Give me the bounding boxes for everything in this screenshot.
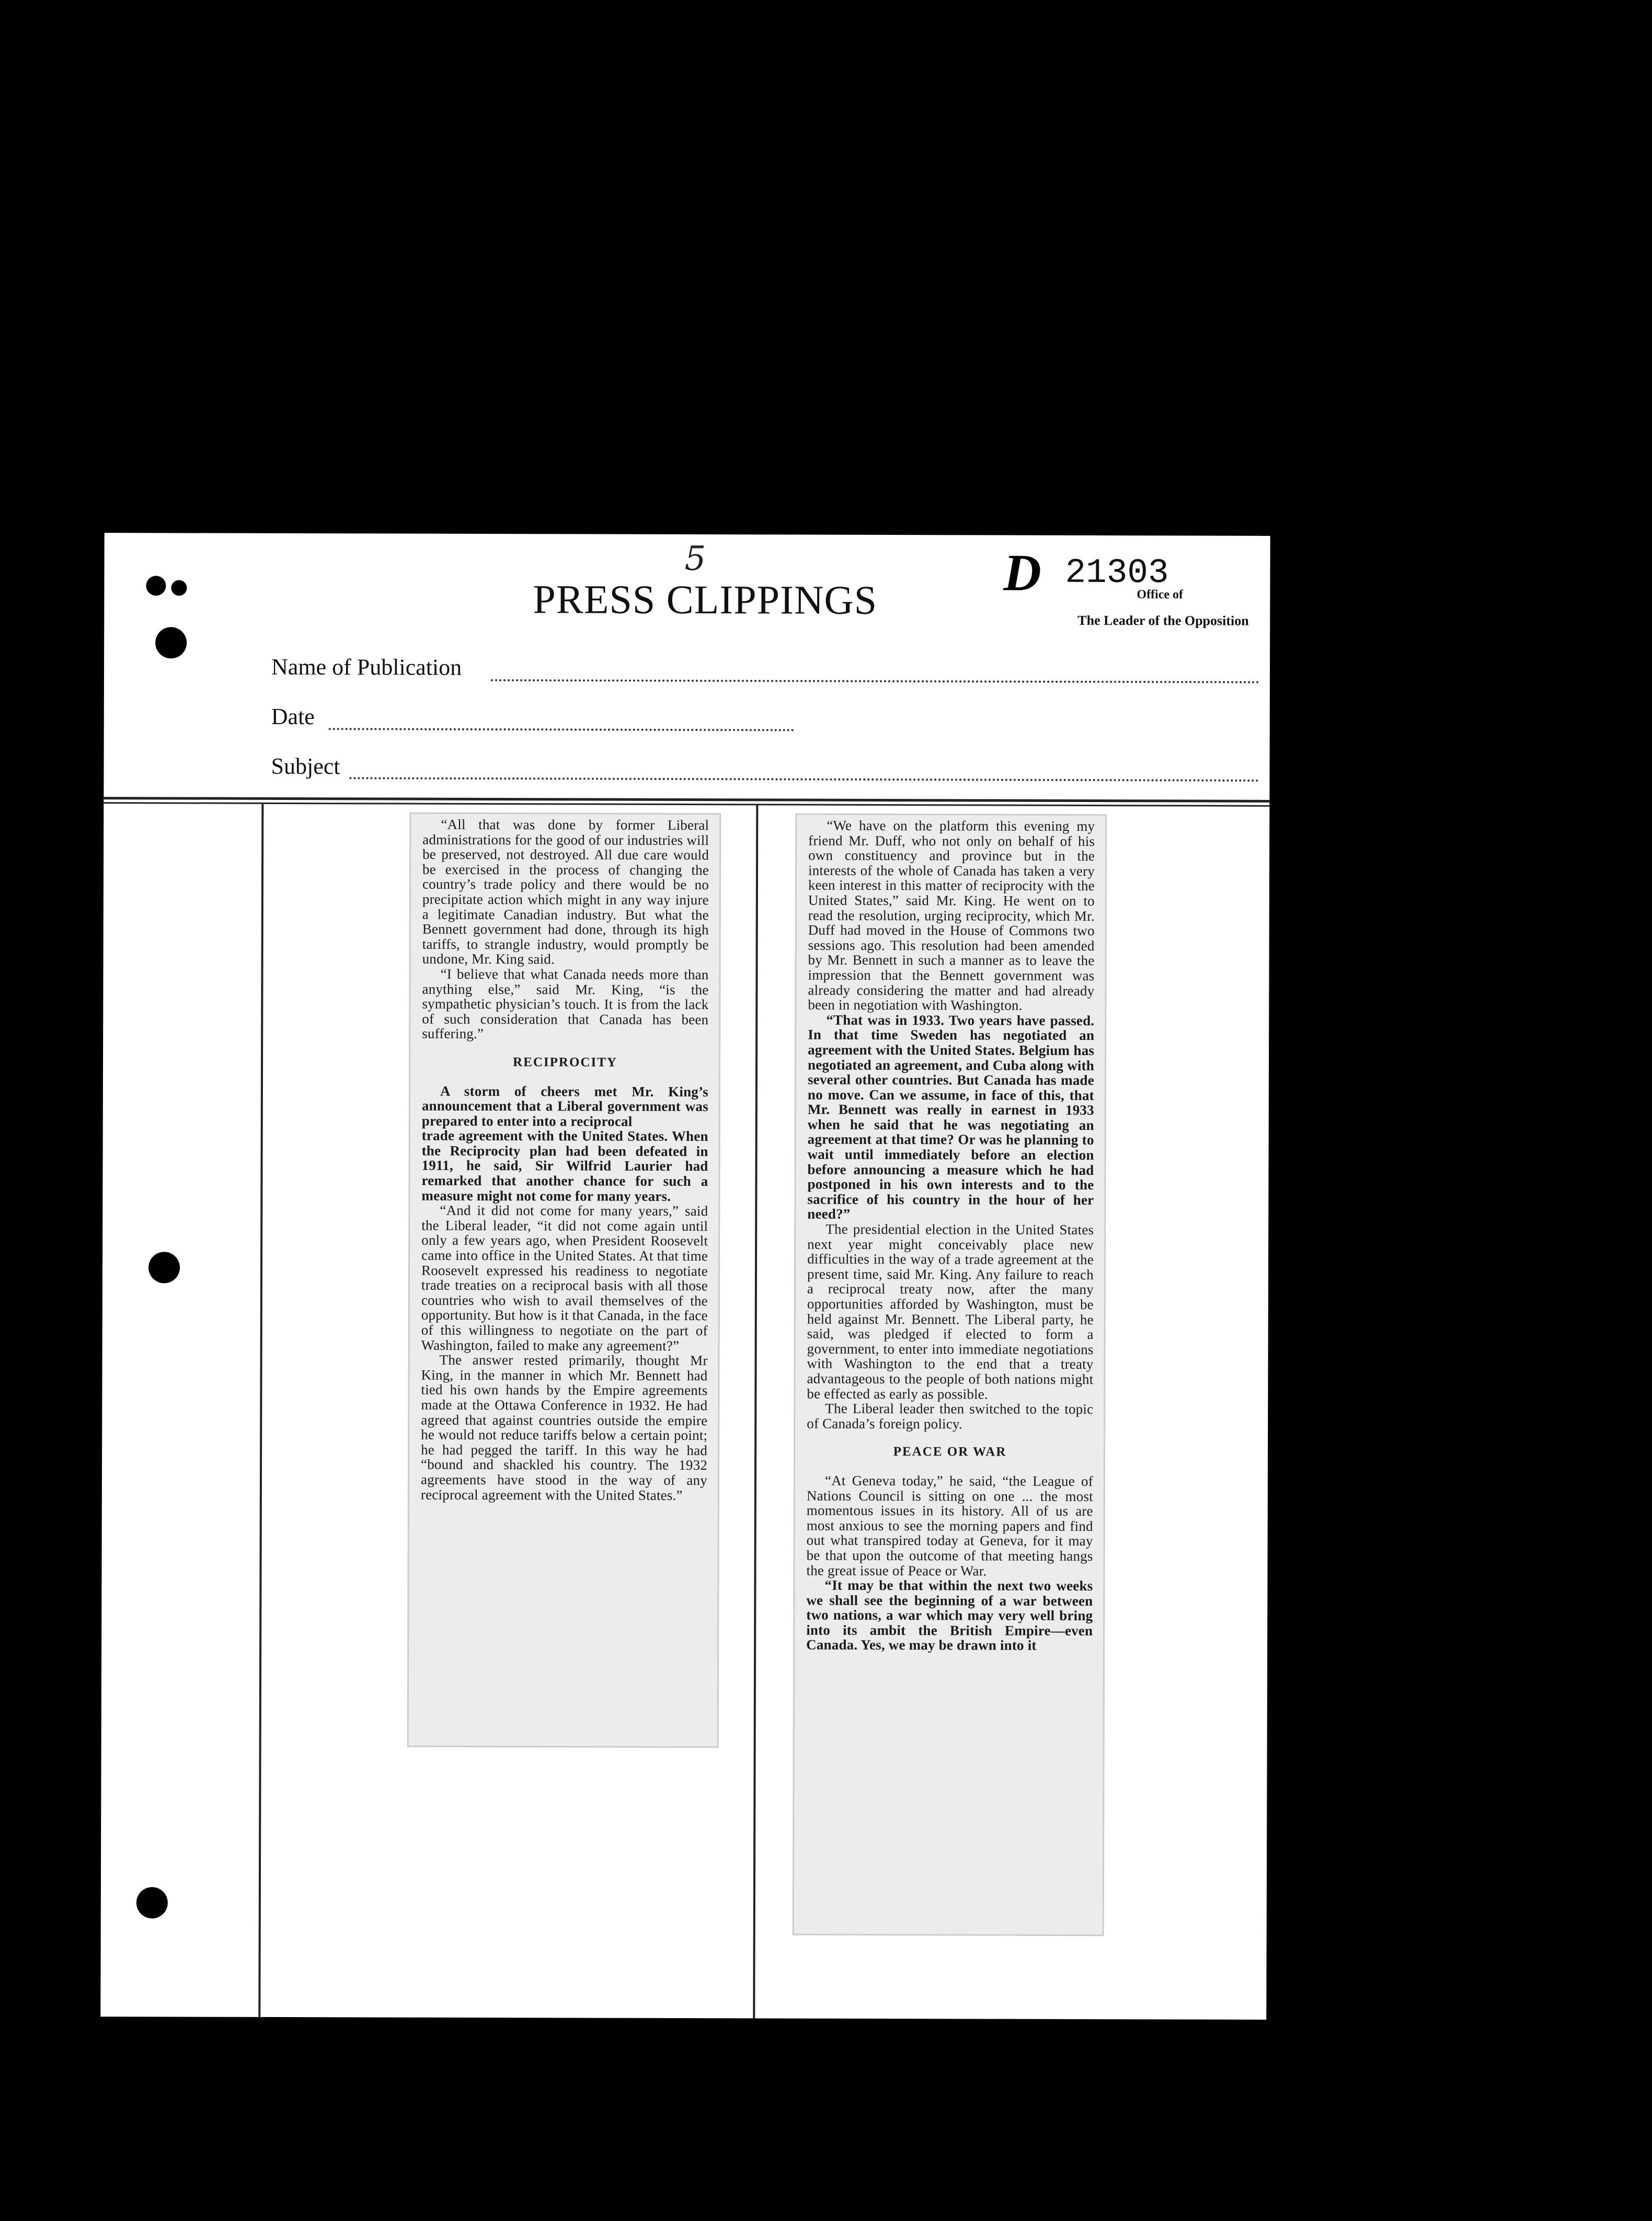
office-label: Office of (1137, 588, 1184, 602)
punch-hole-top-small-2 (171, 580, 187, 596)
punch-hole-top (155, 627, 187, 658)
paragraph: “I believe that what Canada needs more than anything else,” said Mr. King, “is the sympathetic physician’s touch. It is from the lack of such consideration that Canada has been suffering.” (422, 966, 709, 1042)
section-heading: RECIPROCITY (513, 1055, 617, 1070)
header-divider (104, 797, 1269, 803)
document-code-letter: D (1003, 543, 1041, 602)
document-code-number: 21303 (1065, 553, 1169, 593)
paragraph: “We have on the platform this evening my friend Mr. Duff, who not only on behalf of his own constituency and province but in the interests of the whole of Canada has taken a very keen interest in this matter of reciprocity with the United States,” said Mr. King. He went on to read the resolution, urging reciprocity, which Mr. Duff had moved in the House of Commons two sessions ago. This resolution had been amended by Mr. Bennett in such a manner as to leave the impression that the Bennett government was already considering the matter and had already been in negotiation with Washington. (808, 817, 1095, 1013)
publication-line (491, 679, 1259, 683)
paragraph: trade agreement with the United States. When the Reciprocity plan had been defeated in 1911, he said, Sir Wilfrid Laurier had remarked that another chance for such a measure might not come for many years. (421, 1127, 708, 1204)
handwritten-mark: 5 (684, 539, 706, 579)
paragraph: “All that was done by former Liberal administrations for the good of our industries will be preserved, not destroyed. All due care would be exercised in the process of changing the country’s trade policy and there would be no precipitate action which might in any way injure a legitimate Canadian industry. But what the Bennett government had done, through its high tariffs, to strangle industry, would promptly be undone, Mr. King said. (422, 816, 709, 967)
paragraph: The presidential election in the United States next year might conceivably place new difficulties in the way of a trade agreement at the present time, said Mr. King. Any failure to reach a reciprocal treaty now, after the many opportunities afforded by Washington, must be held against Mr. Bennett. The Liberal party, he said, was pledged if elected to form a government, to enter into immediate negotiations with Washington to the end that a treaty advantageous to the people of both nations might be effected as early as possible. (807, 1221, 1094, 1402)
date-line (329, 728, 794, 731)
punch-hole-bottom (136, 1887, 168, 1918)
page-title: PRESS CLIPPINGS (533, 576, 878, 623)
publication-label: Name of Publication (271, 654, 462, 680)
date-label: Date (271, 703, 315, 730)
office-name: The Leader of the Opposition (1077, 612, 1249, 628)
punch-hole-top-small (146, 576, 166, 596)
paragraph: The Liberal leader then switched to the topic of Canada’s foreign policy. (807, 1400, 1094, 1432)
paragraph: A storm of cheers met Mr. King’s announcement that a Liberal government was prepared to enter into a reciprocal (421, 1083, 708, 1129)
subject-label: Subject (271, 753, 340, 780)
header-divider-2 (104, 802, 1269, 807)
article-column-left (421, 817, 709, 1503)
paragraph: The answer rested primarily, thought Mr King, in the manner in which Mr. Bennett had tied his own hands by the Empire agreements made at the Ottawa Conference in 1932. He had agreed that against countries outside the empire he would not reduce tariffs below a certain point; he had pegged the tariff. In this way he had “bound and shackled his country. The 1932 agreements have stood in the way of any reciprocal agreement with the United States.” (420, 1352, 708, 1503)
paragraph: “That was in 1933. Two years have passed. In that time Sweden has negotiated an agreement with the United States. Belgium has negotiated an agreement, and Cuba along with several other countries. But Canada has made no move. Can we assume, in face of this, that Mr. Bennett was really in earnest in 1933 when he said that he was negotiating an agreement at that time? Or was he planning to wait until immediately before an election before announcing a measure which he had postponed in his own interests and to the sacrifice of his country in the hour of her need?” (807, 1012, 1095, 1222)
section-heading: PEACE OR WAR (893, 1445, 1007, 1459)
paragraph: “And it did not come for many years,” said the Liberal leader, “it did not come again until only a few years ago, when President Roosevelt came into office in the United States. At that time Roosevelt expressed his readiness to negotiate trade treaties on a reciprocal basis with all those countries who wish to avail themselves of the opportunity. But how is it that Canada, in the face of this willingness to negotiate on the part of Washington, failed to make any agreement?” (421, 1203, 708, 1354)
paragraph: “At Geneva today,” he said, “the League of Nations Council is sitting on one ... the most momentous issues in its history. All of us are most anxious to see the morning papers and find out what transpired today at Geneva, for it may be that upon the outcome of that meeting hangs the great issue of Peace or War. (806, 1472, 1094, 1579)
article-column-right (806, 818, 1095, 1653)
column-rule-right (753, 805, 758, 2018)
paragraph: “It may be that within the next two weeks we shall see the beginning of a war between two nations, a war which may very well bring into its ambit the British Empire—even Canada. Yes, we may be drawn into it (806, 1577, 1093, 1654)
subject-line (349, 777, 1259, 782)
column-rule-left (258, 804, 263, 2017)
press-clipping-sheet (100, 533, 1270, 2020)
punch-hole-middle (148, 1252, 180, 1283)
